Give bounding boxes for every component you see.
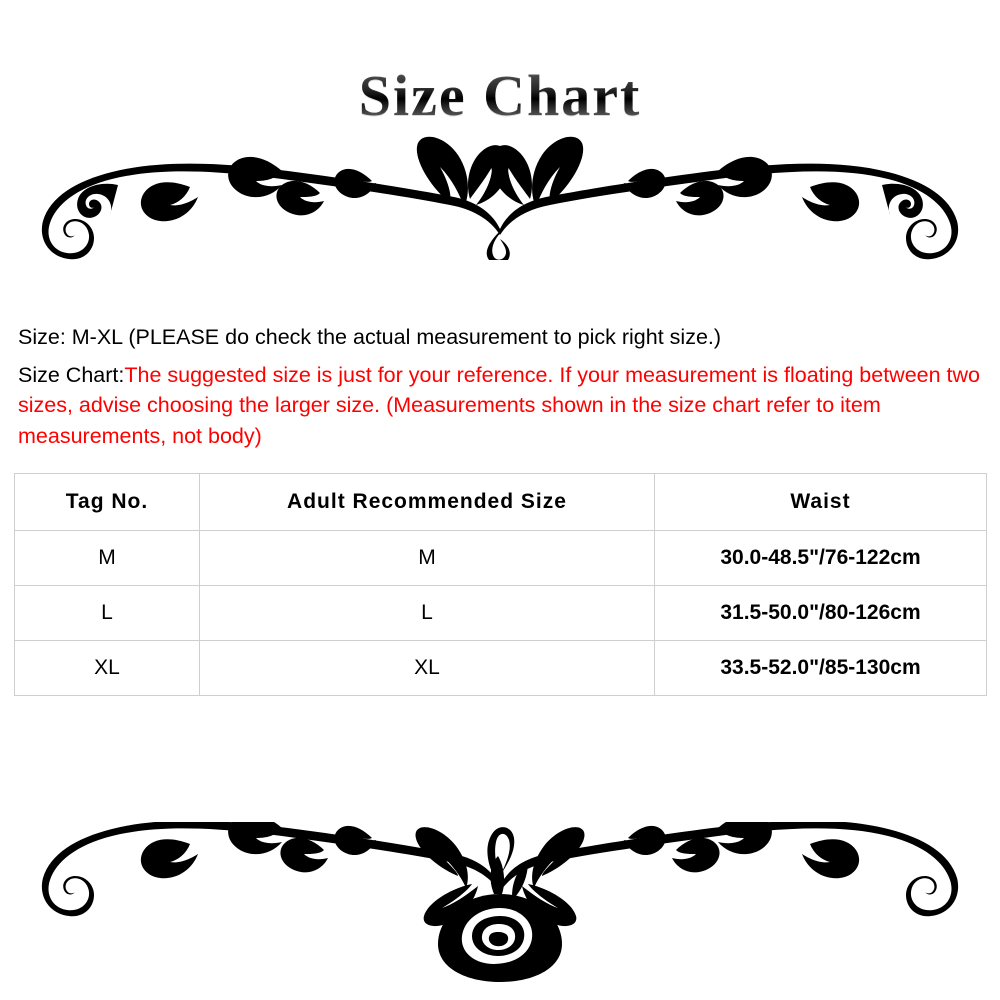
cell-tag-no: M: [15, 531, 200, 586]
table-row: [15, 586, 987, 641]
column-header-waist: Waist: [655, 474, 987, 531]
cell-tag-no: XL: [15, 641, 200, 696]
cell-recommended-size: XL: [200, 641, 655, 696]
cell-waist: 30.0-48.5"/76-122cm: [655, 531, 987, 586]
intro-text-block: [18, 322, 982, 451]
cell-recommended-size: M: [200, 531, 655, 586]
size-chart-note-line: [18, 360, 982, 452]
table-row: [15, 531, 987, 586]
page-title-container: [0, 0, 1000, 129]
size-chart-note-label: Size Chart:: [18, 362, 125, 387]
table-header-row: [15, 474, 987, 531]
cell-waist: 31.5-50.0"/80-126cm: [655, 586, 987, 641]
cell-waist: 33.5-52.0"/85-130cm: [655, 641, 987, 696]
table-row: [15, 641, 987, 696]
size-chart-note-text: The suggested size is just for your reference. If your measurement is floating between two sizes, advise choosing the larger size. (Measurements shown in the size chart refer to item measurements, not body): [18, 362, 981, 448]
cell-recommended-size: L: [200, 586, 655, 641]
size-range-line: Size: M-XL (PLEASE do check the actual measurement to pick right size.): [18, 325, 722, 349]
floral-divider-ornament: [20, 135, 980, 260]
floral-rose-divider-ornament: [20, 822, 980, 982]
column-header-tag-no: Tag No.: [15, 474, 200, 531]
column-header-adult-recommended-size: Adult Recommended Size: [200, 474, 655, 531]
size-chart-table: [14, 473, 987, 696]
cell-tag-no: L: [15, 586, 200, 641]
page-title: Size Chart: [358, 63, 642, 128]
